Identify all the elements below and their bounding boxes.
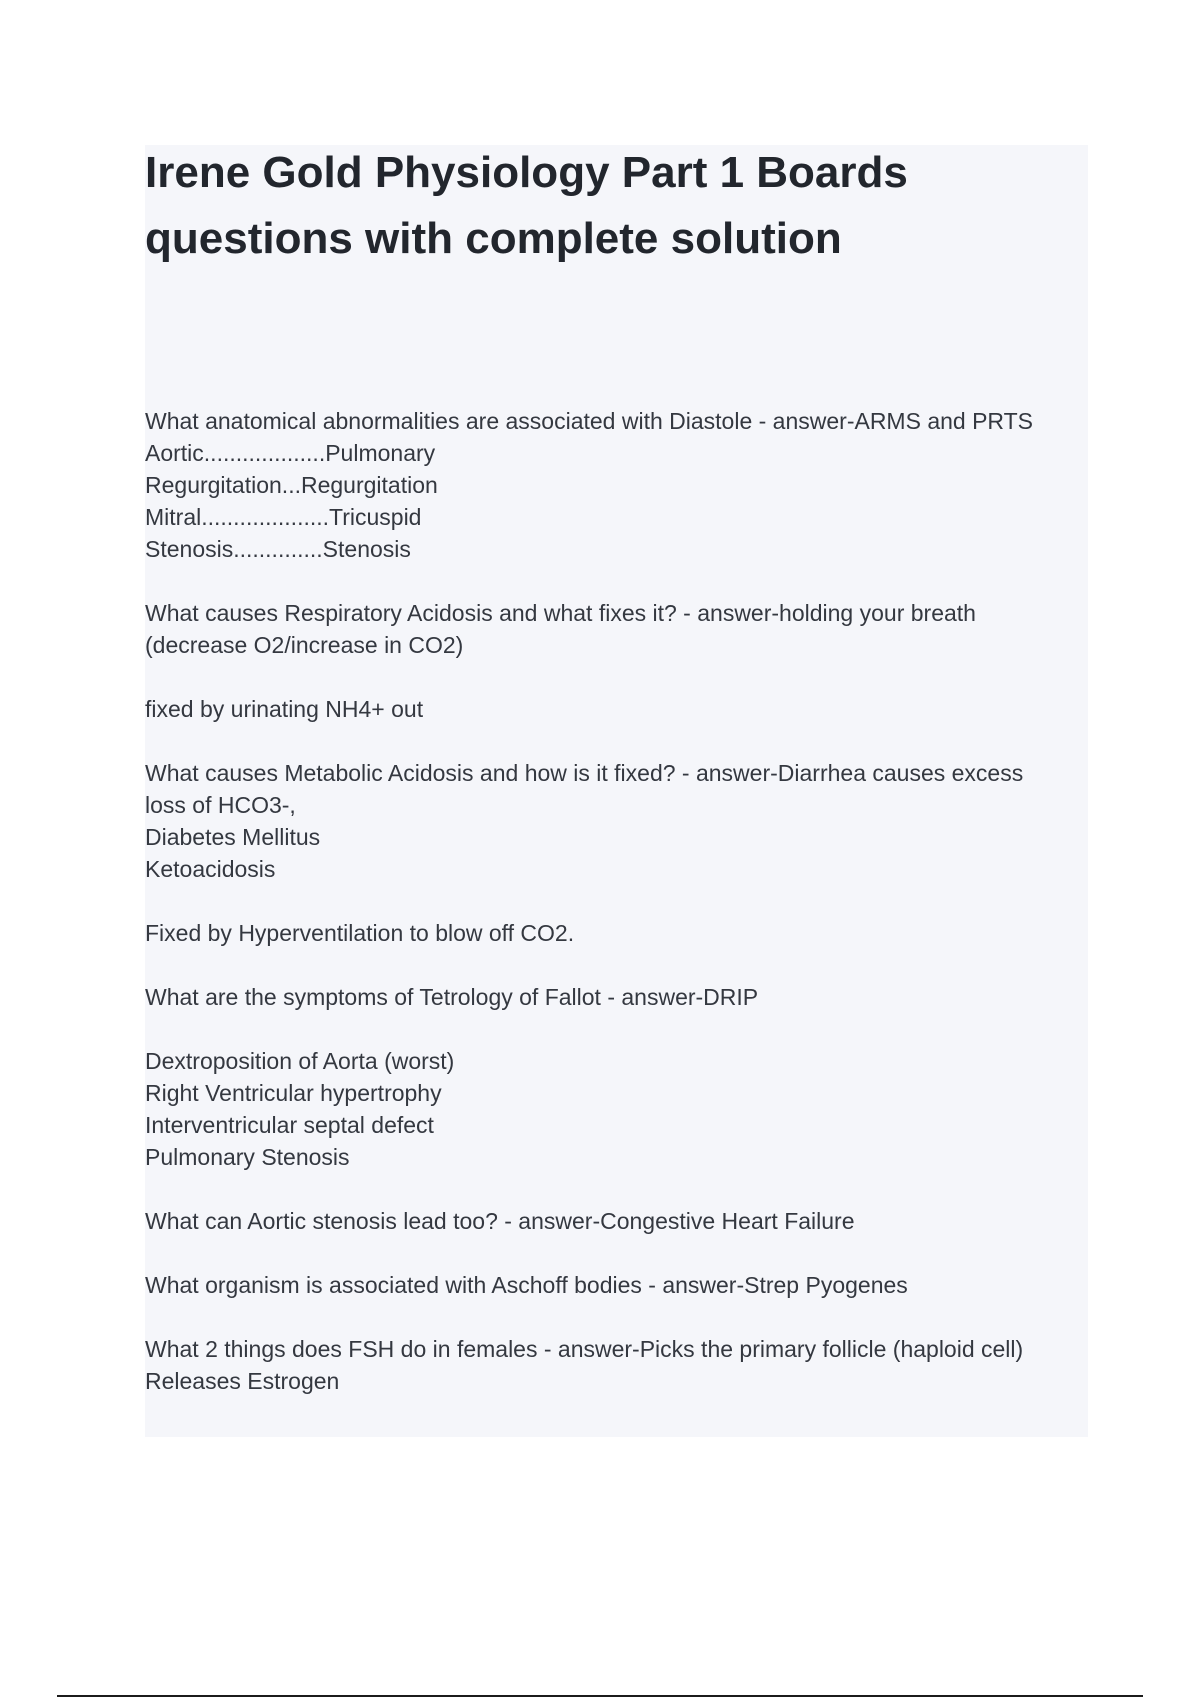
text-line: Stenosis..............Stenosis <box>145 536 411 562</box>
qa-block-fsh <box>145 1333 1088 1397</box>
text-line: Interventricular septal defect <box>145 1112 434 1138</box>
document-title <box>145 140 1045 272</box>
qa-block-drip-list <box>145 1045 1088 1173</box>
text-line: What can Aortic stenosis lead too? - answer-Congestive Heart Failure <box>145 1208 855 1234</box>
text-line: Dextroposition of Aorta (worst) <box>145 1048 455 1074</box>
text-line: Diabetes Mellitus <box>145 824 321 850</box>
text-line: What anatomical abnormalities are associated with Diastole - answer-ARMS and PRTS <box>145 408 1034 434</box>
text-line: What organism is associated with Aschoff bodies - answer-Strep Pyogenes <box>145 1272 908 1298</box>
text-line: Ketoacidosis <box>145 856 276 882</box>
title-line-1: Irene Gold Physiology Part 1 Boards <box>145 148 908 197</box>
text-line: Right Ventricular hypertrophy <box>145 1080 442 1106</box>
qa-block-diastole <box>145 405 1088 565</box>
document-body <box>145 405 1088 1429</box>
text-line: What 2 things does FSH do in females - answer-Picks the primary follicle (haploid cell) <box>145 1336 1024 1362</box>
text-line: Pulmonary Stenosis <box>145 1144 350 1170</box>
title-line-2: questions with complete solution <box>145 214 842 263</box>
qa-block-respiratory-acidosis <box>145 597 1088 661</box>
text-line: What are the symptoms of Tetrology of Fallot - answer-DRIP <box>145 984 759 1010</box>
text-line: What causes Respiratory Acidosis and what fixes it? - answer-holding your breath <box>145 600 976 626</box>
qa-block-aortic-stenosis <box>145 1205 1088 1237</box>
text-line: (decrease O2/increase in CO2) <box>145 632 464 658</box>
text-line: Aortic...................Pulmonary <box>145 440 436 466</box>
qa-block-aschoff-bodies <box>145 1269 1088 1301</box>
page-bottom-divider <box>57 1695 1143 1697</box>
text-line: Regurgitation...Regurgitation <box>145 472 438 498</box>
qa-block-metabolic-fix <box>145 917 1088 949</box>
text-line: Fixed by Hyperventilation to blow off CO2. <box>145 920 575 946</box>
text-line: What causes Metabolic Acidosis and how is it fixed? - answer-Diarrhea causes excess <box>145 760 1024 786</box>
text-line: Mitral....................Tricuspid <box>145 504 422 530</box>
text-line: fixed by urinating NH4+ out <box>145 696 424 722</box>
qa-block-respiratory-fix <box>145 693 1088 725</box>
qa-block-metabolic-acidosis <box>145 757 1088 885</box>
text-line: Releases Estrogen <box>145 1368 340 1394</box>
qa-block-tetrology <box>145 981 1088 1013</box>
text-line: loss of HCO3-, <box>145 792 296 818</box>
